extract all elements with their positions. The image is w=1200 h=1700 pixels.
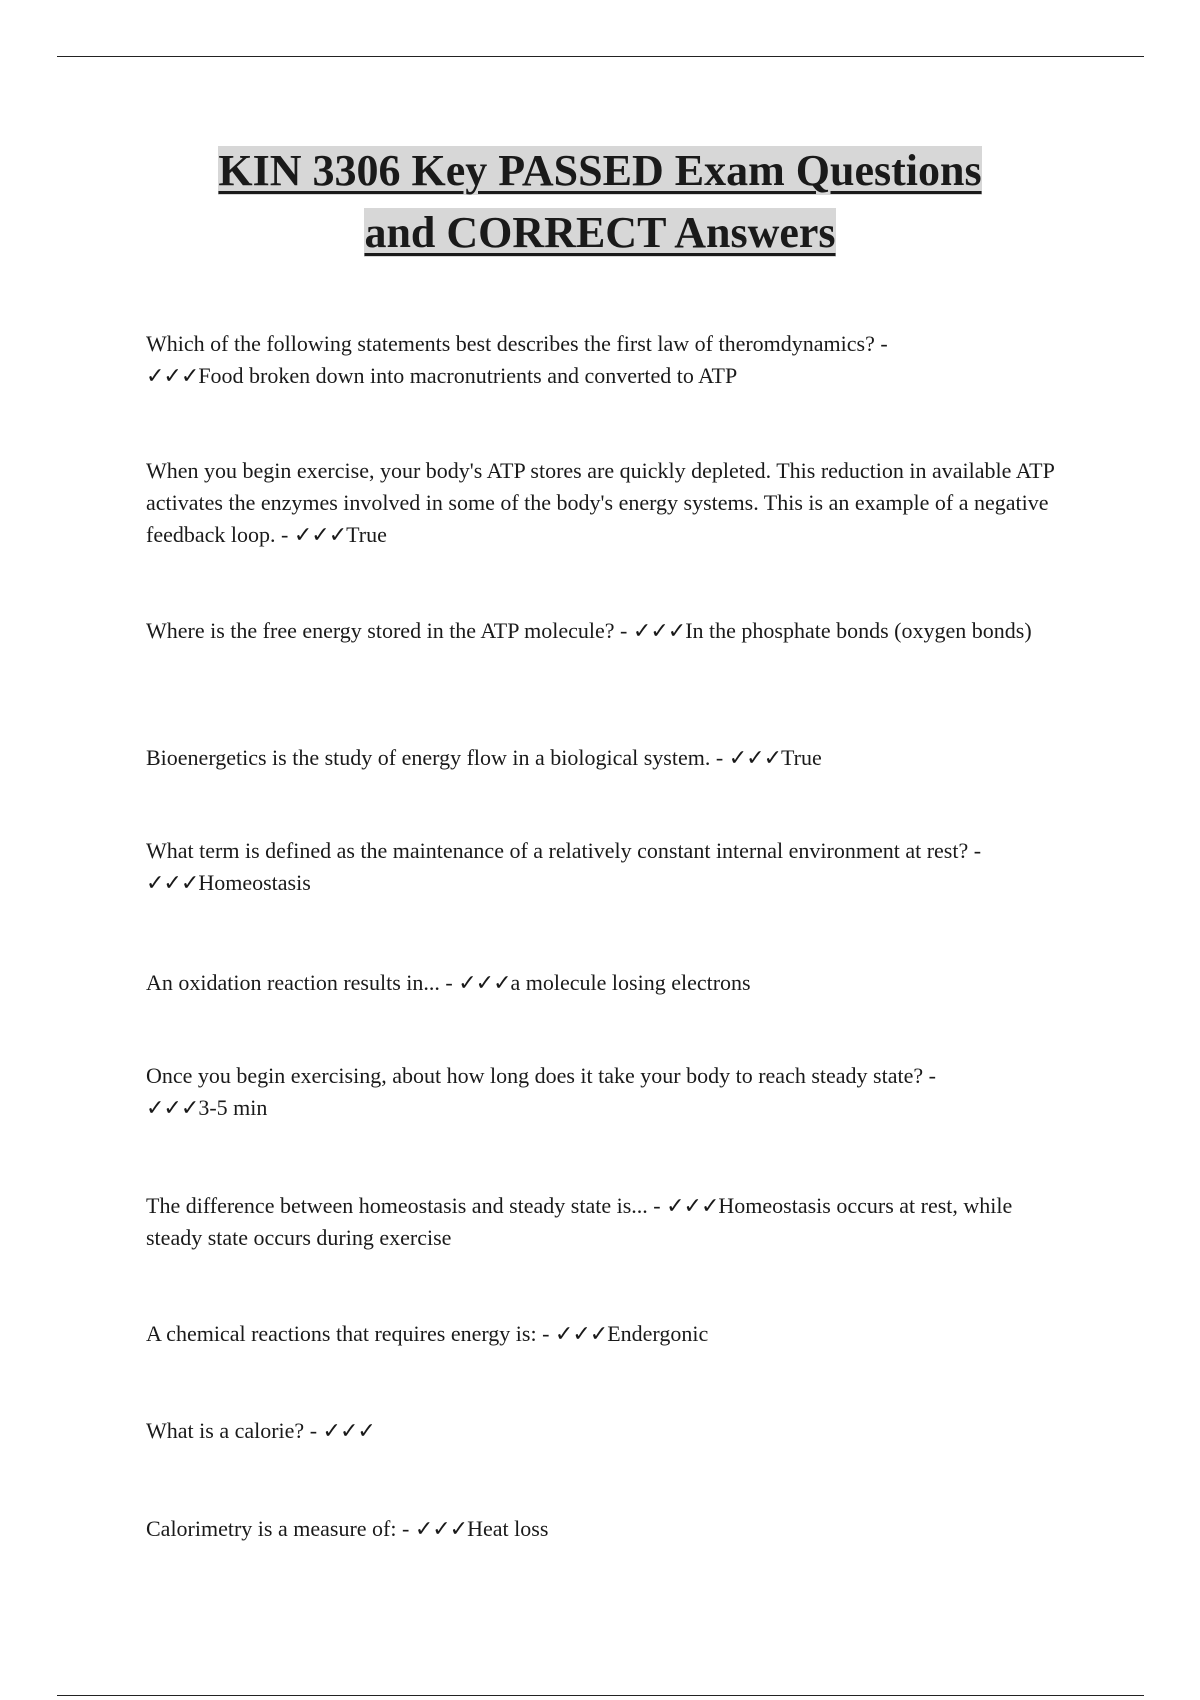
answer-text: Homeostasis [198,870,311,895]
qa-item-8 [146,1190,1066,1254]
question-text: What term is defined as the maintenance of a relatively constant internal environment at rest? - [146,838,982,863]
question-text: Calorimetry is a measure of: - [146,1516,410,1541]
check-icon: ✓✓✓ [146,870,199,895]
qa-item-6 [146,967,1066,999]
qa-item-3 [146,615,1066,647]
answer-text: 3-5 min [198,1095,268,1120]
answer-text: True [346,522,387,547]
question-text: What is a calorie? - [146,1418,318,1443]
question-text: Where is the free energy stored in the ATP molecule? - [146,618,628,643]
qa-item-10 [146,1415,1066,1447]
qa-item-11 [146,1513,1066,1545]
qa-item-2 [146,455,1066,551]
question-text: Once you begin exercising, about how long does it take your body to reach steady state? - [146,1063,936,1088]
question-text: An oxidation reaction results in... - [146,970,453,995]
qa-item-5 [146,835,1066,899]
title-line-1: KIN 3306 Key PASSED Exam Questions [218,146,982,195]
check-icon: ✓✓✓ [146,1095,199,1120]
question-text: Which of the following statements best describes the first law of theromdynamics? - [146,331,888,356]
qa-item-4 [146,742,1066,774]
answer-text: True [781,745,822,770]
document-title [60,140,1140,264]
bottom-rule [57,1695,1144,1696]
question-text: The difference between homeostasis and steady state is... - [146,1193,661,1218]
top-rule [57,56,1144,57]
question-text: A chemical reactions that requires energy is: - [146,1321,550,1346]
qa-item-9 [146,1318,1066,1350]
answer-text: Endergonic [607,1321,709,1346]
check-icon: ✓✓✓ [632,618,686,643]
qa-item-7 [146,1060,1066,1124]
check-icon: ✓✓✓ [146,363,199,388]
answer-text: Homeostasis occurs at rest, while steady state occurs during exercise [146,1193,1013,1250]
question-text: Bioenergetics is the study of energy flow in a biological system. - [146,745,724,770]
check-icon: ✓✓✓ [554,1321,608,1346]
question-text: When you begin exercise, your body's ATP stores are quickly depleted. This reduction in available ATP activates the enzymes involved in some of the body's energy systems. This is an example of a negative feedback loop. - [146,458,1054,547]
answer-text: In the phosphate bonds (oxygen bonds) [685,618,1032,643]
check-icon: ✓✓✓ [666,1193,719,1218]
title-line-2: and CORRECT Answers [364,208,836,257]
check-icon: ✓✓✓ [322,1418,375,1443]
answer-text: Heat loss [467,1516,549,1541]
qa-item-1 [146,328,1066,392]
check-icon: ✓✓✓ [414,1516,468,1541]
check-icon: ✓✓✓ [293,522,347,547]
answer-text: a molecule losing electrons [510,970,751,995]
answer-text: Food broken down into macronutrients and converted to ATP [198,363,738,388]
check-icon: ✓✓✓ [728,745,782,770]
check-icon: ✓✓✓ [458,970,511,995]
